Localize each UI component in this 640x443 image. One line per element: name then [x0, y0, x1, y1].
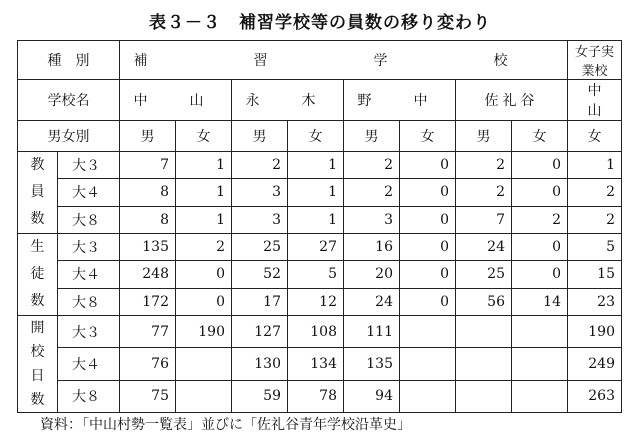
- value-cell: 59: [232, 380, 288, 412]
- value-cell: 1: [176, 206, 232, 233]
- value-cell: 135: [344, 348, 400, 380]
- table-row: [18, 206, 622, 233]
- value-cell: [400, 348, 456, 380]
- value-cell: 52: [232, 261, 288, 288]
- table-row: [18, 234, 622, 261]
- value-cell: [400, 316, 456, 348]
- gender-cell: 男: [120, 121, 176, 152]
- table-title: 表３－３ 補習学校等の員数の移り変わり: [149, 13, 491, 33]
- value-cell: 0: [400, 288, 456, 315]
- value-cell: 134: [288, 348, 344, 380]
- section-label-char: 数: [30, 293, 45, 309]
- section-label-char: 員: [30, 184, 45, 200]
- value-cell: 0: [400, 152, 456, 179]
- year-cell: 大３: [58, 316, 120, 348]
- value-cell: 0: [512, 152, 568, 179]
- value-cell: 2: [344, 152, 400, 179]
- value-cell: 94: [344, 380, 400, 412]
- value-cell: 0: [400, 179, 456, 206]
- table-row: [18, 152, 622, 179]
- value-cell: 3: [232, 179, 288, 206]
- section-label-char: 徒: [30, 266, 45, 282]
- section-label: [18, 152, 58, 234]
- supplementary-school-header: 補 習 学 校: [120, 41, 568, 80]
- table-row: [18, 261, 622, 288]
- value-cell: 17: [232, 288, 288, 315]
- value-cell: 16: [344, 234, 400, 261]
- gender-cell: 女: [400, 121, 456, 152]
- value-cell: 15: [568, 261, 622, 288]
- value-cell: 3: [344, 206, 400, 233]
- value-cell: 76: [120, 348, 176, 380]
- value-cell: [456, 380, 512, 412]
- value-cell: 20: [344, 261, 400, 288]
- school-name-nonaka: 野 中: [344, 80, 456, 121]
- value-cell: 75: [120, 380, 176, 412]
- value-cell: 1: [288, 152, 344, 179]
- gender-cell: 男: [232, 121, 288, 152]
- value-cell: 0: [400, 234, 456, 261]
- category-header: 種 別: [18, 41, 120, 80]
- value-cell: 248: [120, 261, 176, 288]
- girls-school-header: 女子実業校: [568, 41, 622, 80]
- value-cell: 1: [568, 152, 622, 179]
- section-label: [18, 234, 58, 316]
- value-cell: 77: [120, 316, 176, 348]
- value-cell: 5: [568, 234, 622, 261]
- school-name-header: 学校名: [18, 80, 120, 121]
- value-cell: 0: [512, 179, 568, 206]
- value-cell: 2: [568, 179, 622, 206]
- value-cell: 25: [456, 261, 512, 288]
- year-cell: 大３: [58, 152, 120, 179]
- value-cell: 0: [400, 261, 456, 288]
- value-cell: [512, 380, 568, 412]
- section-label-char: 開: [30, 320, 45, 336]
- value-cell: [176, 380, 232, 412]
- value-cell: 24: [456, 234, 512, 261]
- value-cell: 1: [288, 179, 344, 206]
- year-cell: 大８: [58, 206, 120, 233]
- table-row: [18, 348, 622, 380]
- value-cell: 190: [176, 316, 232, 348]
- value-cell: 27: [288, 234, 344, 261]
- value-cell: 1: [176, 152, 232, 179]
- value-cell: 0: [176, 288, 232, 315]
- section-label-char: 数: [30, 392, 45, 408]
- school-name-nagaki: 永 木: [232, 80, 344, 121]
- year-cell: 大４: [58, 261, 120, 288]
- school-name-nakayama-girls: 中 山: [568, 80, 622, 121]
- value-cell: 127: [232, 316, 288, 348]
- value-cell: 263: [568, 380, 622, 412]
- value-cell: 14: [512, 288, 568, 315]
- value-cell: 2: [456, 179, 512, 206]
- value-cell: 7: [120, 152, 176, 179]
- section-label: [18, 316, 58, 413]
- value-cell: [456, 348, 512, 380]
- value-cell: 2: [568, 206, 622, 233]
- value-cell: 2: [232, 152, 288, 179]
- gender-cell: 女: [512, 121, 568, 152]
- year-cell: 大３: [58, 234, 120, 261]
- year-cell: 大４: [58, 179, 120, 206]
- value-cell: 7: [456, 206, 512, 233]
- section-label-char: 生: [30, 239, 45, 255]
- gender-cell: 女: [568, 121, 622, 152]
- value-cell: [456, 316, 512, 348]
- year-cell: 大８: [58, 380, 120, 412]
- table-row: [18, 179, 622, 206]
- value-cell: 8: [120, 206, 176, 233]
- value-cell: 12: [288, 288, 344, 315]
- staff-table: [17, 40, 622, 413]
- year-cell: 大４: [58, 348, 120, 380]
- value-cell: 249: [568, 348, 622, 380]
- section-label-char: 教: [30, 157, 45, 173]
- value-cell: 2: [344, 179, 400, 206]
- value-cell: [400, 380, 456, 412]
- school-name-nakayama: 中 山: [120, 80, 232, 121]
- value-cell: 5: [288, 261, 344, 288]
- section-label-char: 校: [30, 344, 45, 360]
- value-cell: 56: [456, 288, 512, 315]
- value-cell: [512, 348, 568, 380]
- value-cell: [512, 316, 568, 348]
- value-cell: 78: [288, 380, 344, 412]
- value-cell: 0: [176, 261, 232, 288]
- value-cell: 1: [176, 179, 232, 206]
- value-cell: 190: [568, 316, 622, 348]
- value-cell: 2: [512, 206, 568, 233]
- value-cell: 172: [120, 288, 176, 315]
- value-cell: 23: [568, 288, 622, 315]
- value-cell: 24: [344, 288, 400, 315]
- gender-cell: 男: [344, 121, 400, 152]
- value-cell: [176, 348, 232, 380]
- gender-cell: 女: [288, 121, 344, 152]
- table-row: [18, 316, 622, 348]
- section-label-char: 数: [30, 211, 45, 227]
- value-cell: 108: [288, 316, 344, 348]
- value-cell: 8: [120, 179, 176, 206]
- value-cell: 135: [120, 234, 176, 261]
- gender-header: 男女別: [18, 121, 120, 152]
- table-row: [18, 288, 622, 315]
- value-cell: 25: [232, 234, 288, 261]
- section-label-char: 日: [30, 368, 45, 384]
- value-cell: 0: [512, 234, 568, 261]
- value-cell: 1: [288, 206, 344, 233]
- gender-cell: 女: [176, 121, 232, 152]
- source-note: 資料：「中山村勢一覧表」並びに「佐礼谷青年学校沿革史」: [40, 417, 411, 433]
- value-cell: 130: [232, 348, 288, 380]
- year-cell: 大８: [58, 288, 120, 315]
- value-cell: 0: [512, 261, 568, 288]
- gender-cell: 男: [456, 121, 512, 152]
- school-name-sareidani: 佐礼谷: [456, 80, 568, 121]
- table-row: [18, 380, 622, 412]
- value-cell: 0: [400, 206, 456, 233]
- value-cell: 2: [456, 152, 512, 179]
- value-cell: 3: [232, 206, 288, 233]
- value-cell: 2: [176, 234, 232, 261]
- value-cell: 111: [344, 316, 400, 348]
